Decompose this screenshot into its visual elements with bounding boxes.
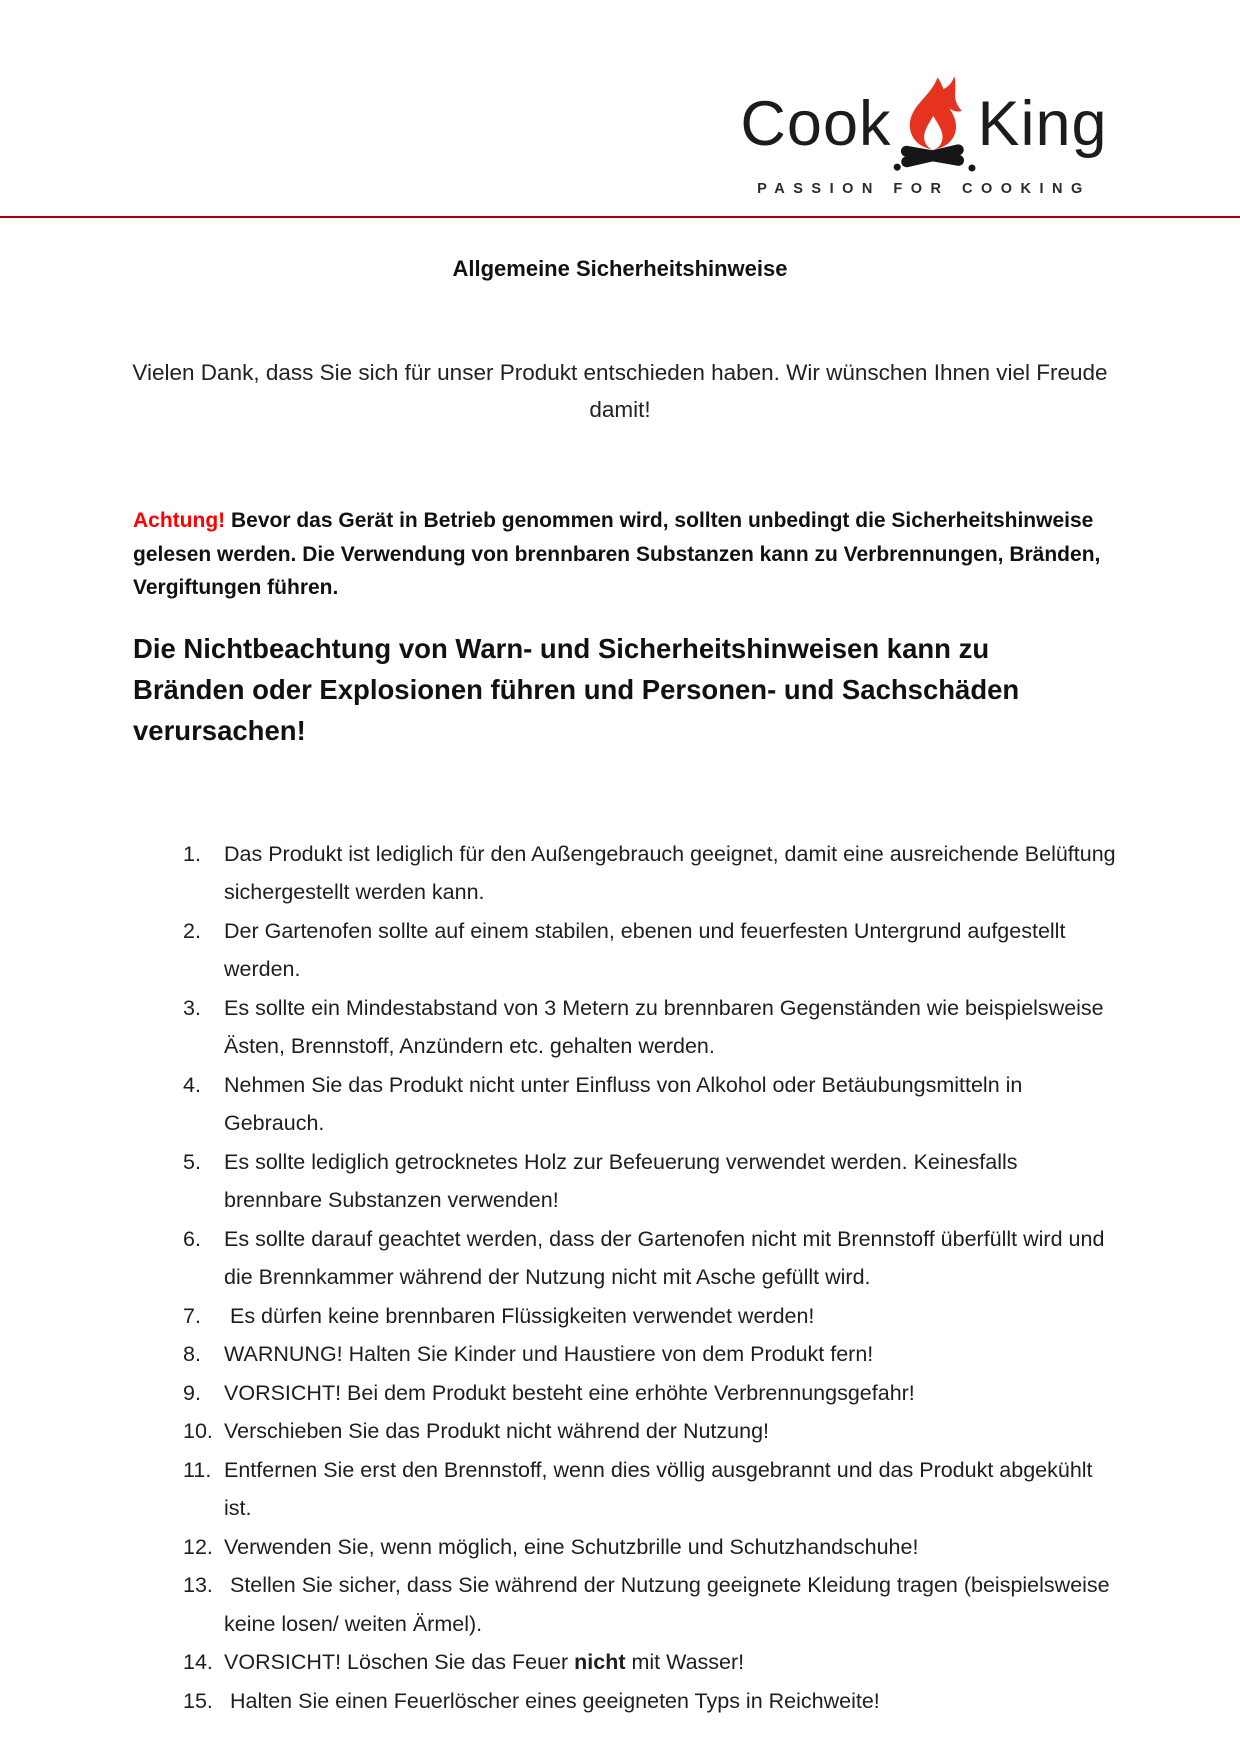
list-item-number: 11. [183,1457,212,1482]
campfire-flame-icon [893,74,977,178]
list-item [183,1682,1120,1721]
brand-text-cook: Cook [740,88,892,159]
list-item-number: 1. [183,841,201,866]
list-item-number: 7. [183,1303,201,1328]
brand-text-king: King [977,88,1108,159]
list-item [183,1528,1120,1567]
list-item-text: Nehmen Sie das Produkt nicht unter Einfluss von Alkohol oder Betäubungsmitteln in Gebrauch. [224,1072,1029,1135]
list-item-number: 9. [183,1380,201,1405]
list-item-text: Es sollte darauf geachtet werden, dass der Gartenofen nicht mit Brennstoff überfüllt wird und die Brennkammer während der Nutzung nicht mit Asche gefüllt wird. [224,1226,1111,1289]
intro-paragraph: Vielen Dank, dass Sie sich für unser Produkt entschieden haben. Wir wünschen Ihnen viel Freude damit! [132,360,1108,422]
list-item-text: VORSICHT! Bei dem Produkt besteht eine erhöhte Verbrennungsgefahr! [224,1380,915,1405]
logo-wordmark [740,72,1108,176]
warning-label: Achtung! [133,509,226,532]
logo-tagline: PASSION FOR COOKING [757,181,1091,197]
list-item-text: Verwenden Sie, wenn möglich, eine Schutzbrille und Schutzhandschuhe! [224,1534,919,1559]
list-item-number: 13. [183,1573,213,1597]
list-item-text: Entfernen Sie erst den Brennstoff, wenn dies völlig ausgebrannt und das Produkt abgekühlt ist. [224,1457,1099,1520]
list-item-text: Es sollte lediglich getrocknetes Holz zur Befeuerung verwendet werden. Keinesfalls brennbare Substanzen verwenden! [224,1149,1024,1212]
list-item [183,1374,1120,1413]
list-item [183,835,1120,912]
list-item-number: 2. [183,918,201,943]
page-title: Allgemeine Sicherheitshinweise [452,256,788,281]
safety-list [183,835,1120,1721]
list-item-text: Stellen Sie sicher, dass Sie während der Nutzung geeignete Kleidung tragen (beispielsweise keine losen/ weiten Ärmel). [224,1573,1116,1636]
list-item-number: 6. [183,1226,201,1251]
list-item-number: 10. [183,1419,213,1443]
list-item-text: Es sollte ein Mindestabstand von 3 Metern zu brennbaren Gegenständen wie beispielsweise Ästen, Brennstoff, Anzündern etc. gehalten werden. [224,995,1110,1058]
header-divider [0,216,1240,218]
list-item-number: 3. [183,995,201,1020]
list-item [183,1297,1120,1336]
list-item-number: 5. [183,1149,201,1174]
list-item [183,1220,1120,1297]
list-item-text: WARNUNG! Halten Sie Kinder und Haustiere von dem Produkt fern! [224,1342,874,1366]
list-item [183,989,1120,1066]
hazard-headline: Die Nichtbeachtung von Warn- und Sicherheitshinweisen kann zu Bränden oder Explosionen führen und Personen- und Sachschäden verursachen! [133,632,1020,746]
list-item [183,1143,1120,1220]
list-item-text: Es dürfen keine brennbaren Flüssigkeiten verwendet werden! [224,1303,815,1328]
warning-text: Bevor das Gerät in Betrieb genommen wird, sollten unbedingt die Sicherheitshinweise gelesen werden. Die Verwendung von brennbaren Substanzen kann zu Verbrennungen, Bränden, Vergiftungen führen. [133,509,1107,599]
page-header [0,0,1240,218]
list-item [183,1451,1120,1528]
list-item-text: Das Produkt ist lediglich für den Außengebrauch geeignet, damit eine ausreichende Belüftung sichergestellt werden kann. [224,841,1122,904]
list-item-text: VORSICHT! Löschen Sie das Feuer nicht mit Wasser! [224,1650,745,1674]
list-item-text: Verschieben Sie das Produkt nicht während der Nutzung! [224,1419,769,1443]
list-item-number: 8. [183,1342,201,1366]
list-item [183,1566,1120,1643]
list-item-number: 14. [183,1650,213,1674]
list-item-number: 15. [183,1688,213,1713]
list-item [183,1066,1120,1143]
list-item-text: Halten Sie einen Feuerlöscher eines geeigneten Typs in Reichweite! [224,1688,880,1713]
list-item-text: Der Gartenofen sollte auf einem stabilen, ebenen und feuerfesten Untergrund aufgestellt werden. [224,918,1072,981]
list-item [183,1412,1120,1451]
cookking-logo [740,72,1108,197]
list-item-number: 4. [183,1072,201,1097]
list-item [183,912,1120,989]
list-item [183,1643,1120,1682]
warning-paragraph [133,504,1107,605]
list-item-number: 12. [183,1534,213,1559]
list-item [183,1335,1120,1374]
